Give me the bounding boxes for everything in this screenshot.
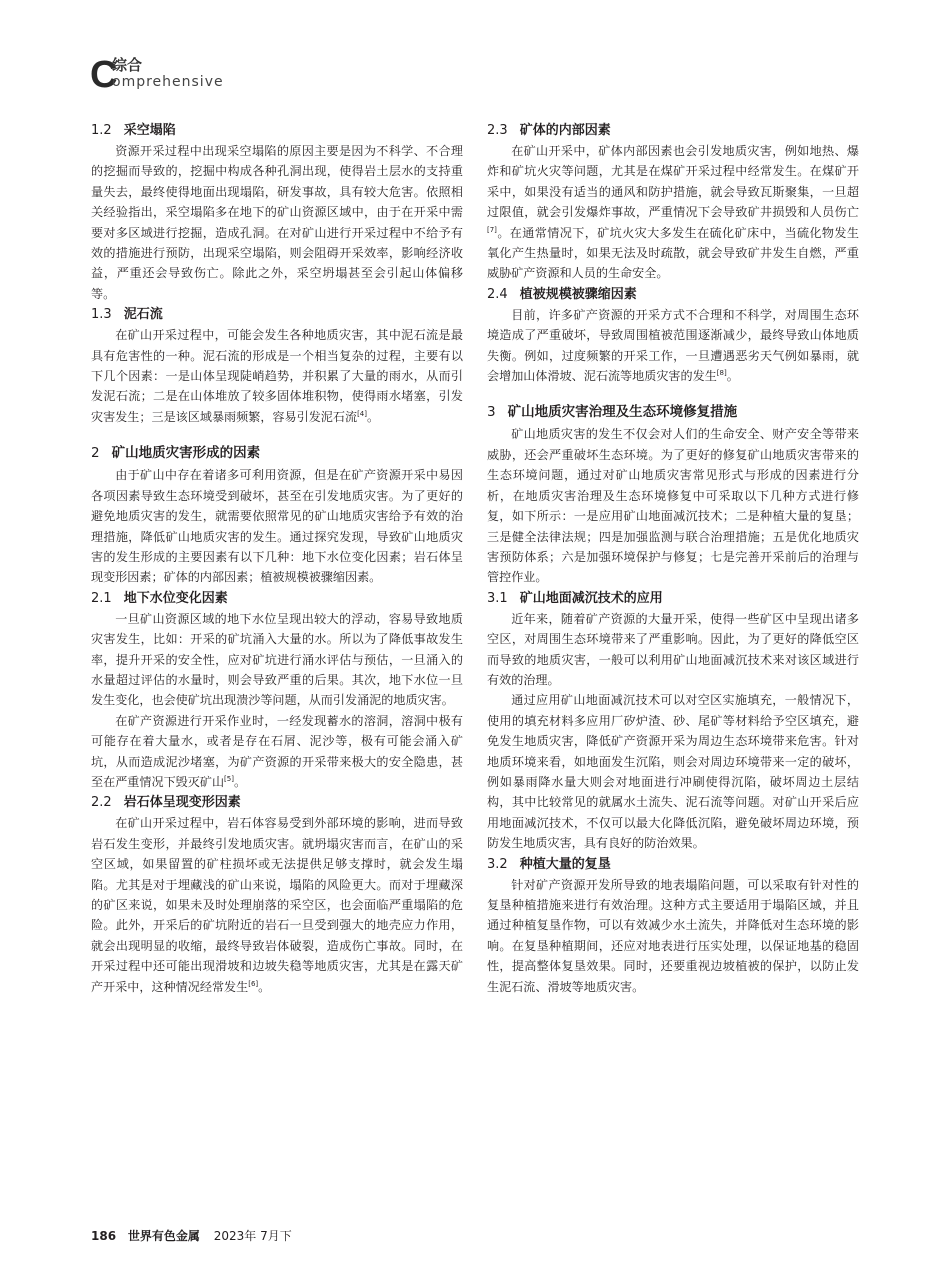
- citation: [6]: [248, 979, 259, 988]
- page-footer: [91, 1227, 292, 1244]
- citation: [8]: [716, 369, 727, 378]
- paragraph: 矿山地质灾害的发生不仅会对人们的生命安全、财产安全等带来威胁，还会严重破坏生态环境。为了更好的修复矿山地质灾害带来的生态环境问题，通过对矿山地质灾害常见形式与形成的因素进行分析，在地质灾害治理及生态环境修复中可采取以下几种方式进行修复，如下所示：一是应用矿山地面减沉技术；二是种植大量的复垦；三是健全法律法规；四是加强监测与联合治理措施；五是优化地质灾害预防体系；六是加强环境保护与修复；七是完善开采前后的治理与管控作业。: [487, 427, 859, 585]
- heading-3-1: 3.1 矿山地面减沉技术的应用: [487, 590, 663, 606]
- paragraph: 一旦矿山资源区域的地下水位呈现出较大的浮动，容易导致地质灾害发生，比如：开采的矿坑涌入大量的水。所以为了降低事故发生率，提升开采的安全性，应对矿坑进行涌水评估与预估，一旦涌入的水量超过评估的水量时，则会导致严重的后果。其次，地下水位一旦发生变化，也会使矿坑出现溃沙等问题，从而引发涌泥的地质灾害。: [91, 611, 463, 708]
- heading-3: 3 矿山地质灾害治理及生态环境修复措施: [487, 404, 738, 421]
- paragraph: 针对矿产资源开发所导致的地表塌陷问题，可以采取有针对性的复垦种植措施来进行有效治理。这种方式主要适用于塌陷区域，并且通过种植复垦作物，可以有效减少水土流失，并降低对生态环境的影响。在复垦种植期间，还应对地表进行压实处理，以保证地基的稳固性，提高整体复垦效果。同时，还要重视边坡植被的保护，以防止发生泥石流、滑坡等地质灾害。: [487, 877, 859, 994]
- citation: [4]: [357, 409, 367, 418]
- citation: [7]: [487, 225, 497, 234]
- section-title-en: omprehensive: [112, 74, 224, 90]
- issue-date: 2023年 7月下: [213, 1229, 292, 1243]
- heading-3-2: 3.2 种植大量的复垦: [487, 856, 611, 872]
- paragraph: 在矿山开采过程中，可能会发生各种地质灾害，其中泥石流是最具有危害性的一种。泥石流的形成是一个相当复杂的过程，主要有以下几个因素：一是山体呈现陡峭趋势，并积累了大量的雨水，从而引发泥石流；二是在山体堆放了较多固体堆积物，使得雨水堵塞，引发灾害发生；三是该区域暴雨频繁，容易引发泥石流[4]。: [91, 328, 463, 424]
- paragraph: 目前，许多矿产资源的开采方式不合理和不科学，对周围生态环境造成了严重破坏，导致周围植被范围逐渐减少，最终导致山体地质失衡。例如，过度频繁的开采工作，一旦遭遇恶劣天气例如暴雨，就会增加山体滑坡、泥石流等地质灾害的发生[8]。: [487, 307, 859, 384]
- left-column: [91, 120, 463, 997]
- citation: [5]: [224, 774, 234, 783]
- right-column: [487, 120, 859, 997]
- heading-2-3: 2.3 矿体的内部因素: [487, 123, 611, 138]
- heading-1-3: 1.3 泥石流: [91, 307, 163, 323]
- section-letter: C: [90, 54, 118, 96]
- paragraph: 在矿产资源进行开采作业时，一经发现蓄水的溶洞，溶洞中极有可能存在着大量水，或者是存在石屑、泥沙等，极有可能会涌入矿坑，从而造成泥沙堵塞，为矿产资源的开采带来极大的安全隐患，甚至在严重情况下毁灭矿山[5]。: [91, 713, 463, 789]
- heading-1-2: 1.2 采空塌陷: [91, 123, 176, 138]
- heading-2-4: 2.4 植被规模被骤缩因素: [487, 286, 637, 302]
- paragraph: 在矿山开采中，矿体内部因素也会引发地质灾害，例如地热、爆炸和矿坑火灾等问题，尤其是在煤矿开采过程中经常发生。在煤矿开采中，如果没有适当的通风和防护措施，就会导致瓦斯聚集，一旦超过限值，就会引发爆炸事故，严重情况下会导致矿井损毁和人员伤亡[7]。在通常情况下，矿坑火灾大多发生在硫化矿床中，当硫化物发生氧化产生热量时，如果无法及时疏散，就会导致矿井发生自燃，严重威胁矿产资源和人员的生命安全。: [487, 144, 859, 281]
- journal-name: 世界有色金属: [127, 1229, 200, 1243]
- heading-2: 2 矿山地质灾害形成的因素: [91, 445, 261, 462]
- heading-2-2: 2.2 岩石体呈现变形因素: [91, 795, 241, 811]
- page-number: 186: [91, 1229, 117, 1243]
- heading-2-1: 2.1 地下水位变化因素: [91, 590, 228, 606]
- paragraph: 在矿山开采过程中，岩石体容易受到外部环境的影响，进而导致岩石发生变形，并最终引发地质灾害。就坍塌灾害而言，在矿山的采空区域，如果留置的矿柱损坏或无法提供足够支撑时，就会发生塌陷。尤其是对于埋藏浅的矿山来说，塌陷的风险更大。而对于埋藏深的矿区来说，如果未及时处理崩落的采空区，也会面临严重塌陷的危险。此外，开采后的矿坑附近的岩石一旦受到强大的地壳应力作用，就会出现明显的收缩，最终导致岩体破裂，造成伤亡事故。同时，在开采过程中还可能出现滑坡和边坡失稳等地质灾害，尤其是在露天矿产开采中，这种情况经常发生[6]。: [91, 816, 463, 994]
- paragraph: 资源开采过程中出现采空塌陷的原因主要是因为不科学、不合理的挖掘而导致的，挖掘中构成各种孔洞出现，使得岩土层水的支持重量失去，最终使得地面出现塌陷，研发事故，具有较大危害。依照相关经验指出，采空塌陷多在地下的矿山资源区域中，由于在开采中需要对多区域进行挖掘，造成孔洞。在对矿山进行开采过程中不给予有效的措施进行预防，出现采空塌陷，则会阻碍开采效率，影响经济收益，严重还会导致伤亡。除此之外，采空坍塌甚至会引起山体偏移等。: [91, 144, 463, 301]
- paragraph: 由于矿山中存在着诸多可利用资源，但是在矿产资源开采中易因各项因素导致生态环境受到破坏，甚至在引发地质灾害。为了更好的避免地质灾害的发生，就需要依照常见的矿山地质灾害给予有效的治理措施，降低矿山地质灾害的发生。通过探究发现，导致矿山地质灾害的发生形成的主要因素有以下几种：地下水位变化因素；岩石体呈现变形因素；矿体的内部因素；植被规模被骤缩因素。: [91, 468, 463, 585]
- paragraph: 近年来，随着矿产资源的大量开采，使得一些矿区中呈现出诸多空区，对周围生态环境带来了严重影响。因此，为了更好的降低空区而导致的地质灾害，一般可以利用矿山地面减沉技术来对该区域进行有效的治理。: [487, 611, 859, 687]
- section-title-cn: 综合: [112, 56, 143, 74]
- paragraph: 通过应用矿山地面减沉技术可以对空区实施填充，一般情况下，使用的填充材料多应用厂矽炉渣、砂、尾矿等材料给予空区填充，避免发生地质灾害，降低矿产资源开采为周边生态环境带来危害。针对地质环境来看，如地面发生沉陷，则会对周边环境带来一定的破坏，例如暴雨降水量大则会对地面进行冲刷使得沉陷，破坏周边土层结构，其中比较常见的就属水土流失、泥石流等问题。对矿山开采后应用地面减沉技术，不仅可以最大化降低沉陷，避免破坏周边环境，预防发生地质灾害，具有良好的防治效果。: [487, 693, 859, 851]
